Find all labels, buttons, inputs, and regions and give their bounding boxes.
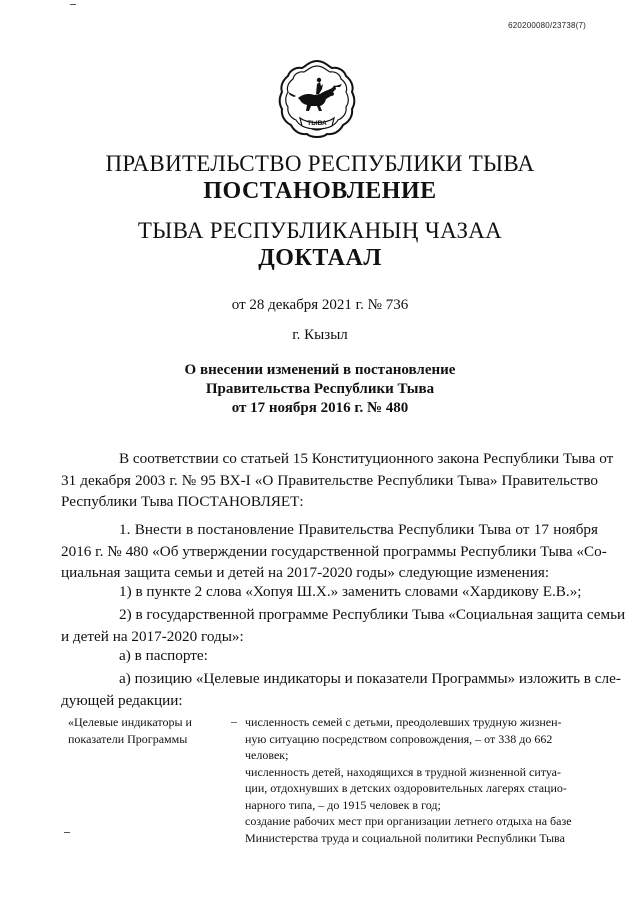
table-left-line: показатели Программы xyxy=(68,732,188,746)
table-right-cell xyxy=(245,714,601,846)
paragraph-line: Республики Тыва ПОСТАНОВЛЯЕТ: xyxy=(61,493,304,510)
document-number: 620200080/23738(7) xyxy=(508,21,586,30)
table-right-line: численность детей, находящихся в трудной жизненной ситуа- xyxy=(245,764,561,779)
paragraph-line: а) позицию «Целевые индикаторы и показатели Программы» изложить в сле- xyxy=(119,670,621,687)
paragraph-line: В соответствии со статьей 15 Конституционного закона Республики Тыва от xyxy=(119,450,614,467)
government-name: ПРАВИТЕЛЬСТВО РЕСПУБЛИКИ ТЫВА xyxy=(105,151,535,176)
intro-paragraph xyxy=(61,448,614,513)
table-right-line: создание рабочих мест при организации летнего отдыха на базе xyxy=(245,814,572,828)
table-right-line: Министерства труда и социальной политики Республики Тыва xyxy=(245,830,565,845)
title-line: Правительства Республики Тыва xyxy=(205,381,435,397)
paragraph-line: 2016 г. № 480 «Об утверждении государственной программы Республики Тыва «Со- xyxy=(61,542,607,560)
scan-mark xyxy=(70,4,76,5)
title-line: от 17 ноября 2016 г. № 480 xyxy=(231,400,409,416)
subpoint-a-passport: а) в паспорте: xyxy=(119,647,208,664)
table-right-line: численность семей с детьми, преодолевших трудную жизнен- xyxy=(245,715,562,729)
table-dash: – xyxy=(231,714,237,728)
table-right-line: нарного типа, – до 1915 человек в год; xyxy=(245,797,441,812)
title-line: О внесении изменений в постановление xyxy=(184,362,456,378)
tuva-coat-of-arms-icon xyxy=(276,58,358,140)
document-type: ПОСТАНОВЛЕНИЕ xyxy=(203,178,437,204)
paragraph-line: циальная защита семьи и детей на 2017-2020 годы» следующие изменения: xyxy=(61,564,550,581)
table-left-cell xyxy=(68,714,228,748)
paragraph-line: 2) в государственной программе Республики Тыва «Социальная защита семьи xyxy=(119,606,626,623)
subpoint-a-position xyxy=(61,668,621,711)
government-name-tuvan: ТЫВА РЕСПУБЛИКАНЫҢ ЧАЗАА xyxy=(137,218,503,243)
paragraph-line: 1. Внести в постановление Правительства Республики Тыва от 17 ноября xyxy=(119,521,598,538)
table-right-line: ную ситуацию посредством сопровождения, – от 338 до 662 xyxy=(245,731,553,746)
table-right-line: ции, отдохнувших в детских оздоровительных лагерях стацио- xyxy=(245,781,567,795)
scan-mark xyxy=(64,832,70,833)
emblem-text: ТЫВА xyxy=(307,120,327,127)
point-1-paragraph xyxy=(61,519,607,584)
document-type-tuvan: ДОКТААЛ xyxy=(258,245,382,271)
date-line: от 28 декабря 2021 г. № 736 xyxy=(231,297,409,313)
table-right-line: человек; xyxy=(245,748,289,762)
subpoint-2 xyxy=(61,604,626,647)
document-title xyxy=(0,361,640,418)
paragraph-line: и детей на 2017-2020 годы»: xyxy=(61,627,244,645)
paragraph-line: дующей редакции: xyxy=(61,691,183,709)
paragraph-line: 31 декабря 2003 г. № 95 ВХ-I «О Правительстве Республики Тыва» Правительство xyxy=(61,471,598,489)
table-left-line: «Целевые индикаторы и xyxy=(68,715,192,729)
subpoint-1: 1) в пункте 2 слова «Хопуя Ш.Х.» заменить словами «Хардикову Е.В.»; xyxy=(119,583,582,600)
city: г. Кызыл xyxy=(292,327,348,343)
